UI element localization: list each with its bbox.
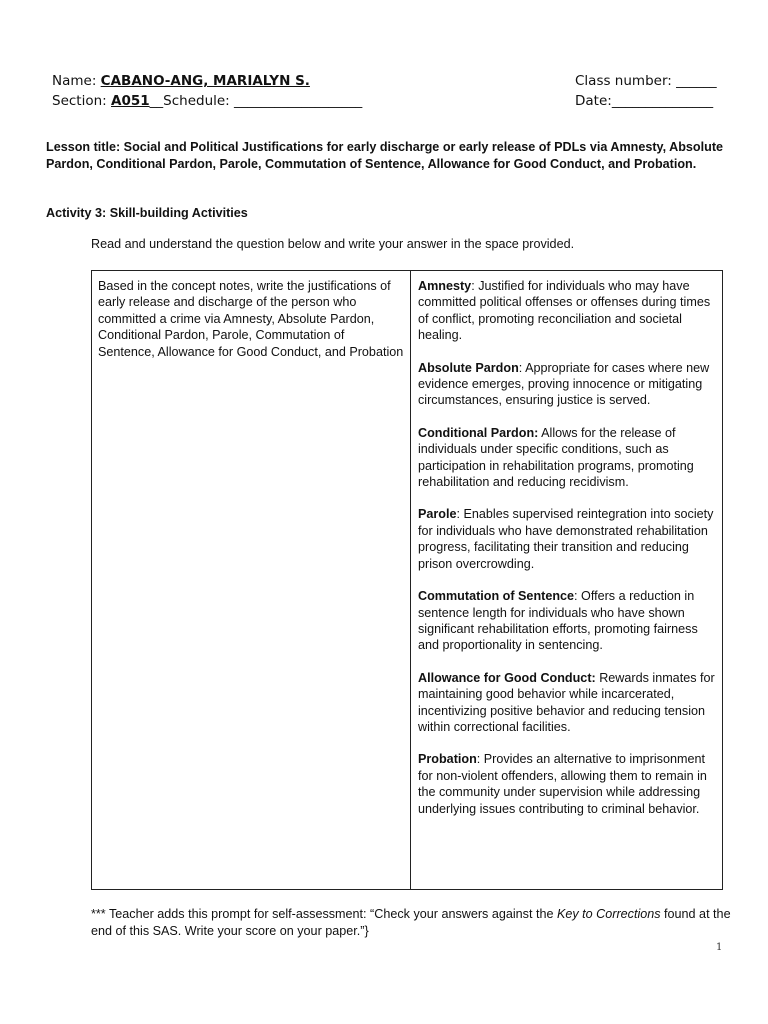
date-field: Date:_______________ [575,93,714,109]
answer-sep: : [518,360,526,375]
answer-parole [418,506,718,572]
class-number-field: Class number: ______ [575,73,717,89]
answer-amnesty [418,278,718,344]
answer-text: Allows for the release of individuals under specific conditions, such as participation in rehabilitation programs, promoting rehabilitation and reducing recidivism. [418,425,694,490]
answer-text: Justified for individuals who may have committed political offenses or offenses during times of conflict, promoting reconciliation and societal healing. [418,279,711,343]
answer-table [91,270,723,890]
answer-sep: : [476,752,484,767]
answer-absolute-pardon [418,360,718,409]
name-line [52,73,310,89]
answer-term: Parole [418,507,457,522]
self-assessment-note [91,906,731,939]
answer-text: Enables supervised reintegration into society for individuals who have demonstrated rehabilitation progress, facilitating their transition and reducing prison overcrowding. [418,507,714,571]
answer-cell [418,278,718,833]
answer-sep: : [471,279,479,293]
answer-term: Amnesty [418,279,472,293]
note-prefix: *** Teacher adds this prompt for self-assessment: “Check your answers against the [91,907,557,921]
student-name: CABANO-ANG, MARIALYN S. [100,73,310,89]
answer-text: Rewards inmates for maintaining good behavior while incarcerated, incentivizing positive behavior and reducing tension within correctional facilities. [418,670,715,734]
question-cell: Based in the concept notes, write the justifications of early release and discharge of the person who committed a crime via Amnesty, Absolute Pardon, Conditional Pardon, Parole, Commutation of Sentence, Allowance for Good Conduct, and Probation [98,279,404,359]
answer-good-conduct [418,670,718,736]
note-emphasis: Key to Corrections [556,907,661,921]
answer-probation [418,751,718,817]
section-line [52,93,362,109]
name-label: Name: [52,73,101,89]
answer-text: Appropriate for cases where new evidence emerges, proving innocence or mitigating circumstances, ensuring justice is served. [418,360,710,408]
answer-term: Allowance for Good Conduct: [418,670,596,685]
instruction-text: Read and understand the question below and write your answer in the space provided. [91,237,575,251]
answer-term: Conditional Pardon: [418,425,539,440]
lesson-title: Lesson title: Social and Political Justifications for early discharge or early release of PDLs via Amnesty, Absolute Pardon, Conditional Pardon, Parole, Commutation of Sentence, Allowance for Good Conduct, and Probation. [46,140,724,171]
section-label: Section: [52,93,111,109]
answer-term: Absolute Pardon [418,360,519,375]
answer-term: Commutation of Sentence [418,589,575,604]
activity-title: Activity 3: Skill-building Activities [46,206,248,220]
answer-text: Offers a reduction in sentence length for individuals who have shown significant rehabilitation efforts, promoting fairness and proportionality in sentencing. [418,589,698,653]
answer-sep: : [456,507,464,522]
page-number: 1 [716,942,723,953]
table-divider [410,271,411,889]
answer-conditional-pardon [418,425,718,491]
answer-text: Provides an alternative to imprisonment for non-violent offenders, allowing them to remain in the community under supervision while addressing underlying issues contributing to criminal behavior. [418,752,707,816]
answer-sep: : [574,589,582,604]
section-value: A051 [111,93,150,109]
answer-term: Probation [418,752,477,767]
answer-commutation [418,588,718,654]
note-suffix: found at the end of this SAS. Write your score on your paper.”} [91,907,731,938]
schedule-field: __Schedule: ___________________ [149,93,363,109]
